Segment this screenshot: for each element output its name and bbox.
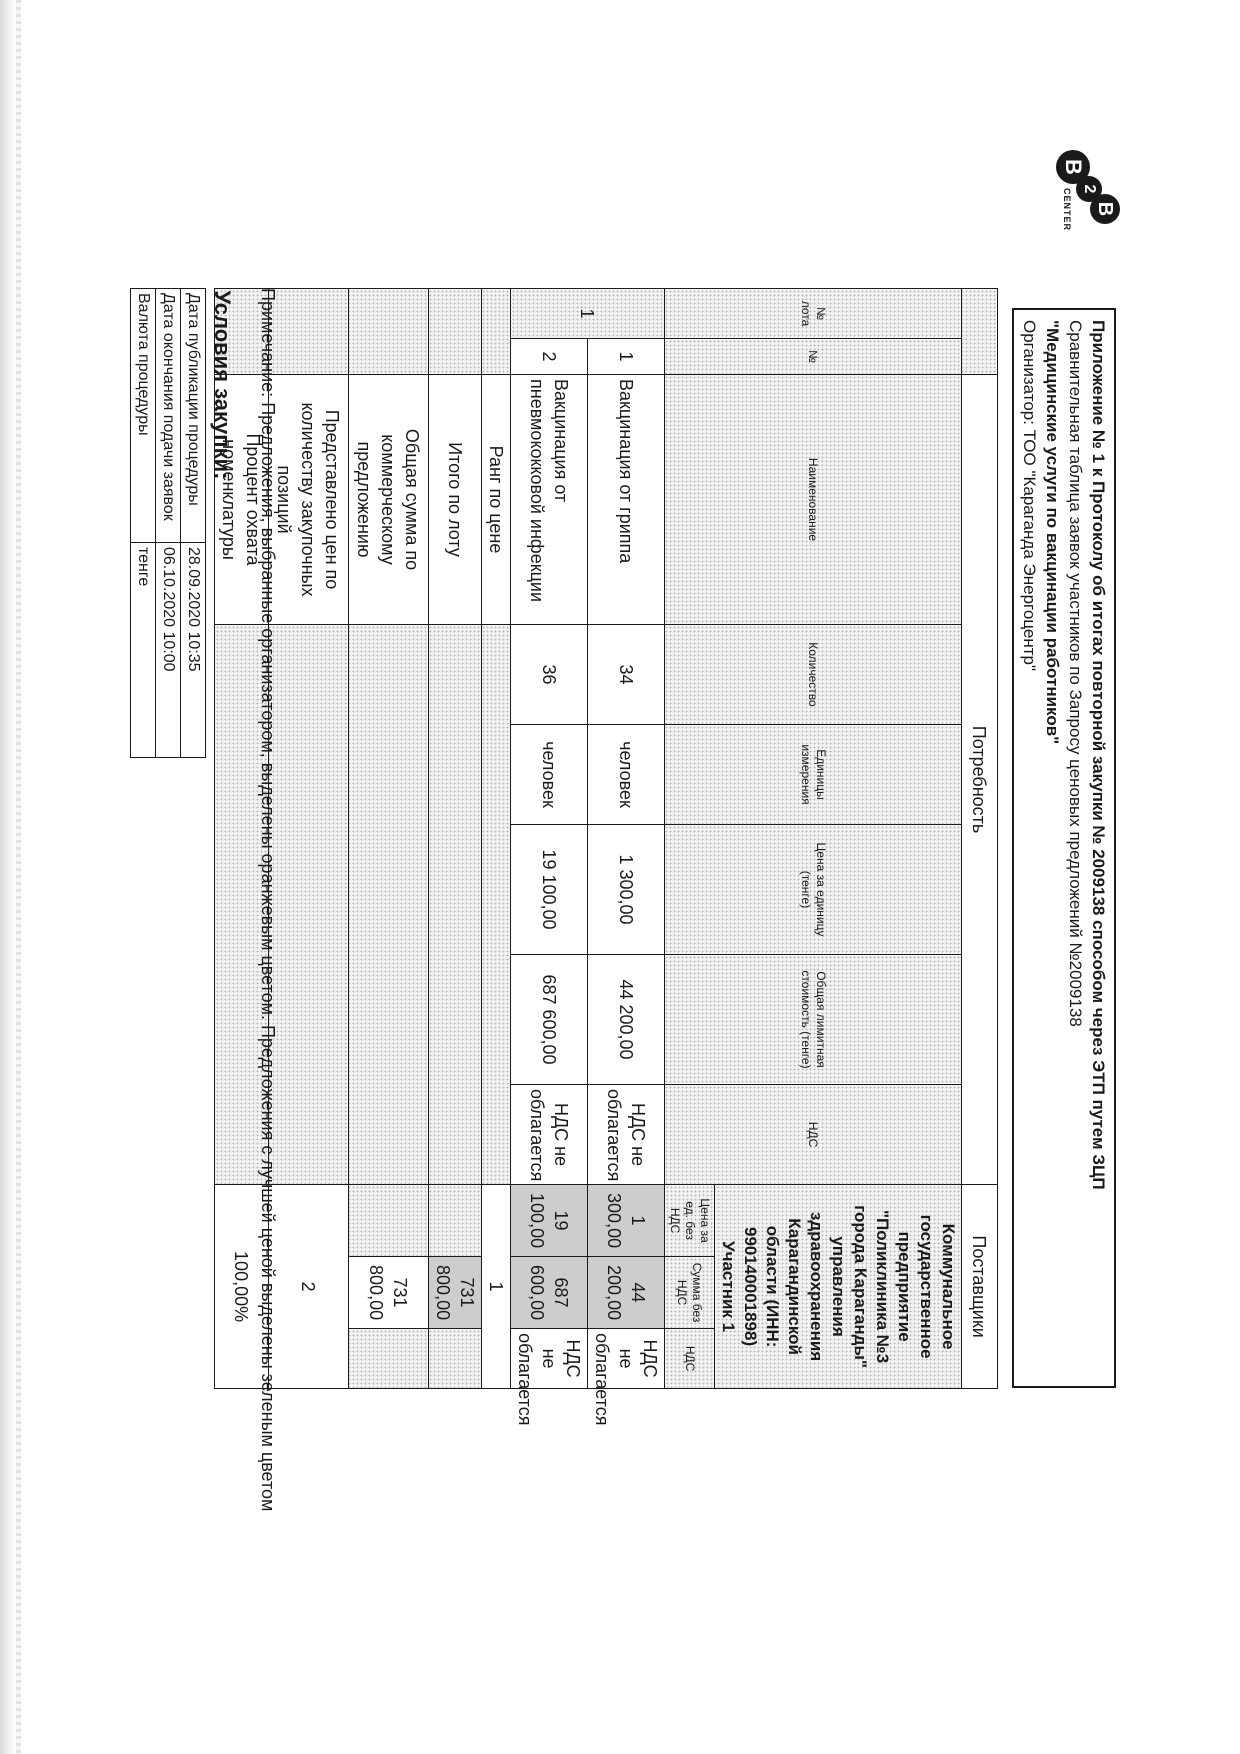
coverage-label: Процент охвата номенклатуры — [215, 375, 269, 625]
item-unit-price: 1 300,00 — [588, 825, 665, 955]
rank-need-empty — [482, 625, 511, 1185]
lot-header: № лота — [665, 289, 962, 339]
condition-value: тенге — [131, 543, 156, 758]
lot-number-cell: 1 — [511, 289, 665, 339]
positions-value: 2 — [269, 1185, 349, 1389]
total-vat-empty — [429, 1329, 482, 1389]
header-line-protocol: Приложение № 1 к Протоколу об итогах повторной закупки № 2009138 способом через ЭТП путем ЗЦП — [1089, 320, 1108, 1190]
positions-need-empty — [269, 625, 349, 1185]
suppliers-group-header: Поставщики — [962, 1185, 998, 1389]
overall-empty-cell — [349, 289, 429, 375]
rank-label: Ранг по цене — [482, 375, 511, 625]
corner-empty-cell — [962, 289, 998, 375]
positions-label: Представлено цен по количеству закупочных позиций — [269, 375, 349, 625]
row-number: 1 — [588, 339, 665, 375]
vat-header: НДС — [665, 1085, 962, 1185]
scan-edge-texture — [16, 0, 21, 1754]
name-header: Наименование — [665, 375, 962, 625]
total-price-empty — [429, 1185, 482, 1257]
lot-total-value: 731 800,00 — [429, 1257, 482, 1329]
item-total-limit: 687 600,00 — [511, 955, 588, 1085]
item-unit: человек — [588, 725, 665, 825]
overall-sum-label: Общая сумма по коммерческому предложению — [349, 375, 429, 625]
condition-key: Валюта процедуры — [131, 289, 156, 543]
overall-price-empty — [349, 1185, 429, 1257]
supplier-item-sum: 687 600,00 — [511, 1257, 588, 1329]
overall-sum-value: 731 800,00 — [349, 1257, 429, 1329]
supplier-sum-header: Сумма без НДС — [665, 1257, 715, 1329]
condition-key: Дата публикации процедуры — [181, 289, 206, 543]
supplier-participant: Участник 1 — [719, 1241, 738, 1333]
item-total-limit: 44 200,00 — [588, 955, 665, 1085]
condition-value: 06.10.2020 10:00 — [156, 543, 181, 758]
footnote: Примечание: Предложения, выбранные организатором, выделены оранжевым цветом. Предложения с лучшей ценой выделены зеленым цветом — [258, 288, 278, 1512]
logo-b2-letter: B — [1090, 194, 1120, 224]
supplier-item-sum: 44 200,00 — [588, 1257, 665, 1329]
coverage-value: 100,00% — [215, 1185, 269, 1389]
item-quantity: 34 — [588, 625, 665, 725]
rank-empty-cell — [482, 289, 511, 375]
positions-empty-cell — [269, 289, 349, 375]
total-need-empty — [429, 625, 482, 1185]
rotated-document-sheet — [128, 88, 1128, 1578]
logo-2-digit: 2 — [1076, 176, 1102, 202]
supplier-name: Коммунальное государственное предприятие "Поликлиника №3 города Караганды" управления здравоохранения Карагандинской области (ИНН: 990140001898) — [741, 1205, 958, 1368]
total-limit-header: Общая лимитная стоимость (тенге) — [665, 955, 962, 1085]
overall-need-empty — [349, 625, 429, 1185]
header-line-organizer: Организатор: ТОО "Караганда Энергоцентр" — [1020, 320, 1039, 671]
supplier-header — [715, 1185, 962, 1389]
item-name: Вакцинация от гриппа — [588, 375, 665, 625]
supplier-item-vat: НДС не облагается — [511, 1329, 588, 1389]
quantity-header: Количество — [665, 625, 962, 725]
unit-price-header: Цена за единицу (тенге) — [665, 825, 962, 955]
header-line-service: "Медицинские услуги по вакцинации работников" — [1043, 320, 1062, 745]
supplier-item-price: 1 300,00 — [588, 1185, 665, 1257]
item-vat: НДС не облагается — [588, 1085, 665, 1185]
logo-center-text: CENTER — [1062, 188, 1072, 232]
item-quantity: 36 — [511, 625, 588, 725]
item-name: Вакцинация от пневмококковой инфекции — [511, 375, 588, 625]
condition-key: Дата окончания подачи заявок — [156, 289, 181, 543]
item-vat: НДС не облагается — [511, 1085, 588, 1185]
conditions-title: Условия закупки: — [206, 289, 239, 758]
header-line-table: Сравнительная таблица заявок участников по Запросу ценовых предложений №2009138 — [1066, 320, 1085, 1027]
condition-value: 28.09.2020 10:35 — [181, 543, 206, 758]
procurement-conditions — [130, 288, 238, 758]
lot-total-label: Итого по лоту — [429, 375, 482, 625]
supplier-item-price: 19 100,00 — [511, 1185, 588, 1257]
total-empty-cell — [429, 289, 482, 375]
item-unit-price: 19 100,00 — [511, 825, 588, 955]
row-number: 2 — [511, 339, 588, 375]
unit-header: Единицы измерения — [665, 725, 962, 825]
rank-value: 1 — [482, 1185, 511, 1389]
supplier-price-header: Цена за ед. без НДС — [665, 1185, 715, 1257]
number-header: № — [665, 339, 962, 375]
b2b-center-logo — [1046, 128, 1124, 278]
supplier-vat-header: НДС — [665, 1329, 715, 1389]
overall-vat-empty — [349, 1329, 429, 1389]
logo-b-letter: B — [1056, 150, 1090, 184]
document-header — [1012, 308, 1116, 1388]
supplier-item-vat: НДС не облагается — [588, 1329, 665, 1389]
comparison-table — [214, 288, 998, 1426]
scan-edge — [0, 0, 16, 1754]
need-group-header: Потребность — [962, 375, 998, 1185]
item-unit: человек — [511, 725, 588, 825]
